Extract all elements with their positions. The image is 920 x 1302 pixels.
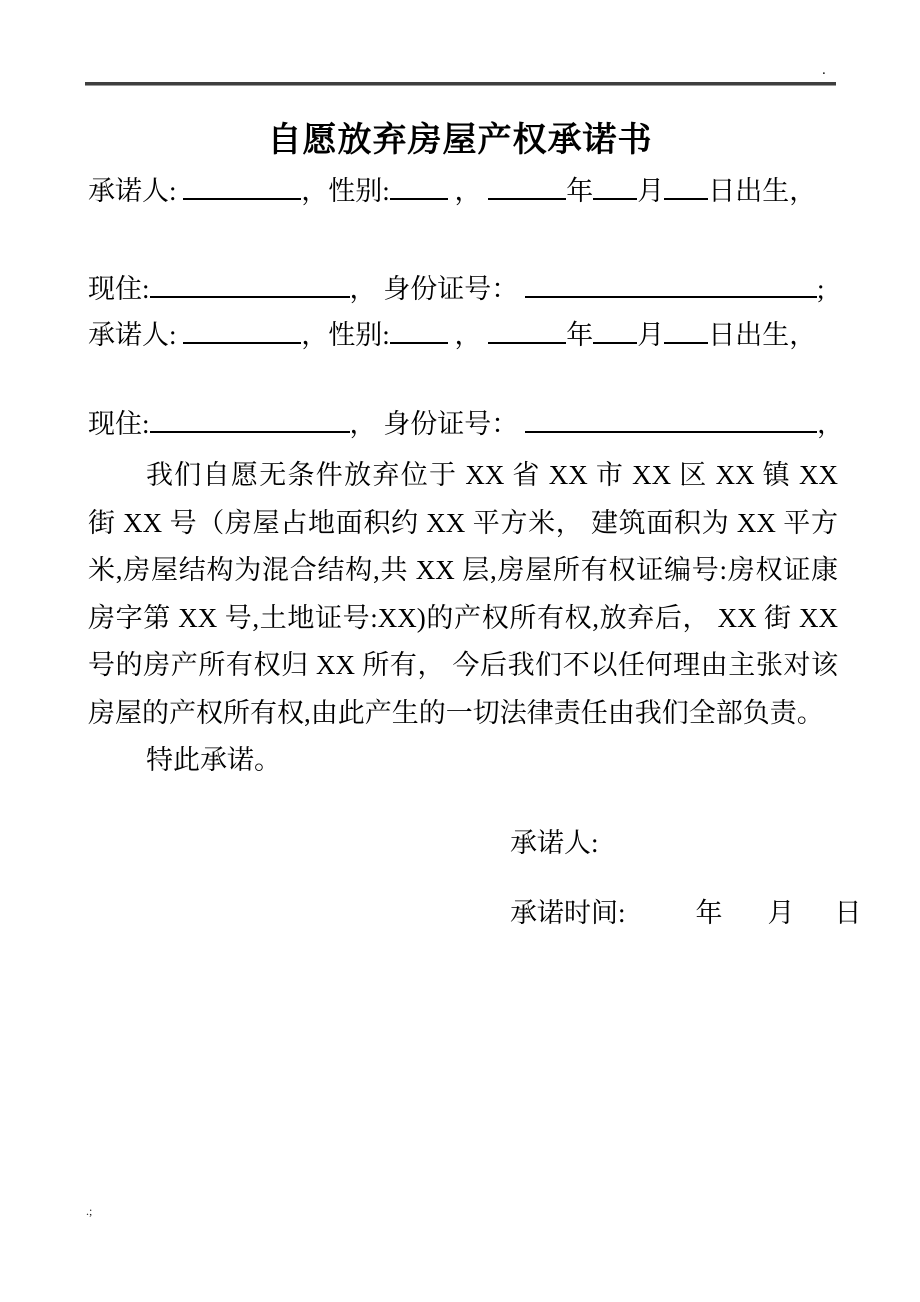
waiver-paragraph: 我们自愿无条件放弃位于 XX 省 XX 市 XX 区 XX 镇 XX 街 XX 号（房屋占地面积约 XX 平方米， 建筑面积为 XX 平方米,房屋结构为混合结构,共 XX 层,房屋所有权证编号:房权证康房字第 XX 号,土地证号:XX)的产权所有权,放弃后， XX 街 XX 号的房产所有权归 XX 所有， 今后我们不以任何理由主张对该房屋的产权所有权,由此产生的一切法律责任由我们全部负责。 bbox=[88, 460, 838, 728]
address-line-2 bbox=[88, 407, 844, 440]
date-year-label: 年 bbox=[695, 898, 723, 928]
birth-month-blank bbox=[593, 318, 637, 344]
gender-blank bbox=[390, 174, 448, 200]
corner-dot-mark: . bbox=[822, 62, 826, 78]
date-month-label: 月 bbox=[767, 898, 795, 928]
gender-blank bbox=[390, 318, 448, 344]
gender-label: ，性别: bbox=[301, 175, 390, 206]
birth-year-blank bbox=[488, 174, 566, 200]
day-label: 日出生， bbox=[708, 319, 817, 350]
birth-day-blank bbox=[664, 318, 708, 344]
line-tail: ， bbox=[817, 408, 845, 439]
birth-month-blank bbox=[593, 174, 637, 200]
promisor-line-1 bbox=[88, 174, 816, 207]
birth-day-blank bbox=[664, 174, 708, 200]
closing-statement: 特此承诺。 bbox=[146, 745, 281, 775]
month-label: 月 bbox=[637, 319, 665, 350]
address-blank bbox=[150, 407, 350, 433]
line-tail: ; bbox=[817, 273, 825, 304]
promisor-line-2 bbox=[88, 318, 816, 351]
separator-comma: ， bbox=[447, 175, 482, 206]
id-number-blank bbox=[525, 407, 817, 433]
year-label: 年 bbox=[566, 175, 594, 206]
header-divider bbox=[85, 82, 836, 86]
signature-time-label: 承诺时间: bbox=[510, 898, 626, 928]
signature-block bbox=[510, 828, 862, 929]
footer-mark: .; bbox=[86, 1204, 93, 1218]
day-label: 日出生， bbox=[708, 175, 817, 206]
document-body bbox=[88, 452, 838, 785]
gender-label: ，性别: bbox=[301, 319, 390, 350]
address-label: 现住: bbox=[88, 408, 150, 439]
promisor-name-label: 承诺人: bbox=[88, 319, 184, 350]
year-label: 年 bbox=[566, 319, 594, 350]
month-label: 月 bbox=[637, 175, 665, 206]
address-blank bbox=[150, 272, 350, 298]
id-number-label: ， 身份证号： bbox=[349, 273, 526, 304]
birth-year-blank bbox=[488, 318, 566, 344]
signature-date-row bbox=[510, 898, 862, 929]
date-day-label: 日 bbox=[834, 898, 862, 928]
address-label: 现住: bbox=[88, 273, 150, 304]
address-line-1 bbox=[88, 272, 825, 305]
promisor-name-blank bbox=[183, 174, 301, 200]
id-number-blank bbox=[525, 272, 817, 298]
page-title: 自愿放弃房屋产权承诺书 bbox=[267, 122, 653, 159]
separator-comma: ， bbox=[447, 319, 482, 350]
signature-promisor-label: 承诺人: bbox=[510, 828, 599, 858]
id-number-label: ， 身份证号： bbox=[349, 408, 526, 439]
promisor-name-label: 承诺人: bbox=[88, 175, 184, 206]
promisor-name-blank bbox=[183, 318, 301, 344]
